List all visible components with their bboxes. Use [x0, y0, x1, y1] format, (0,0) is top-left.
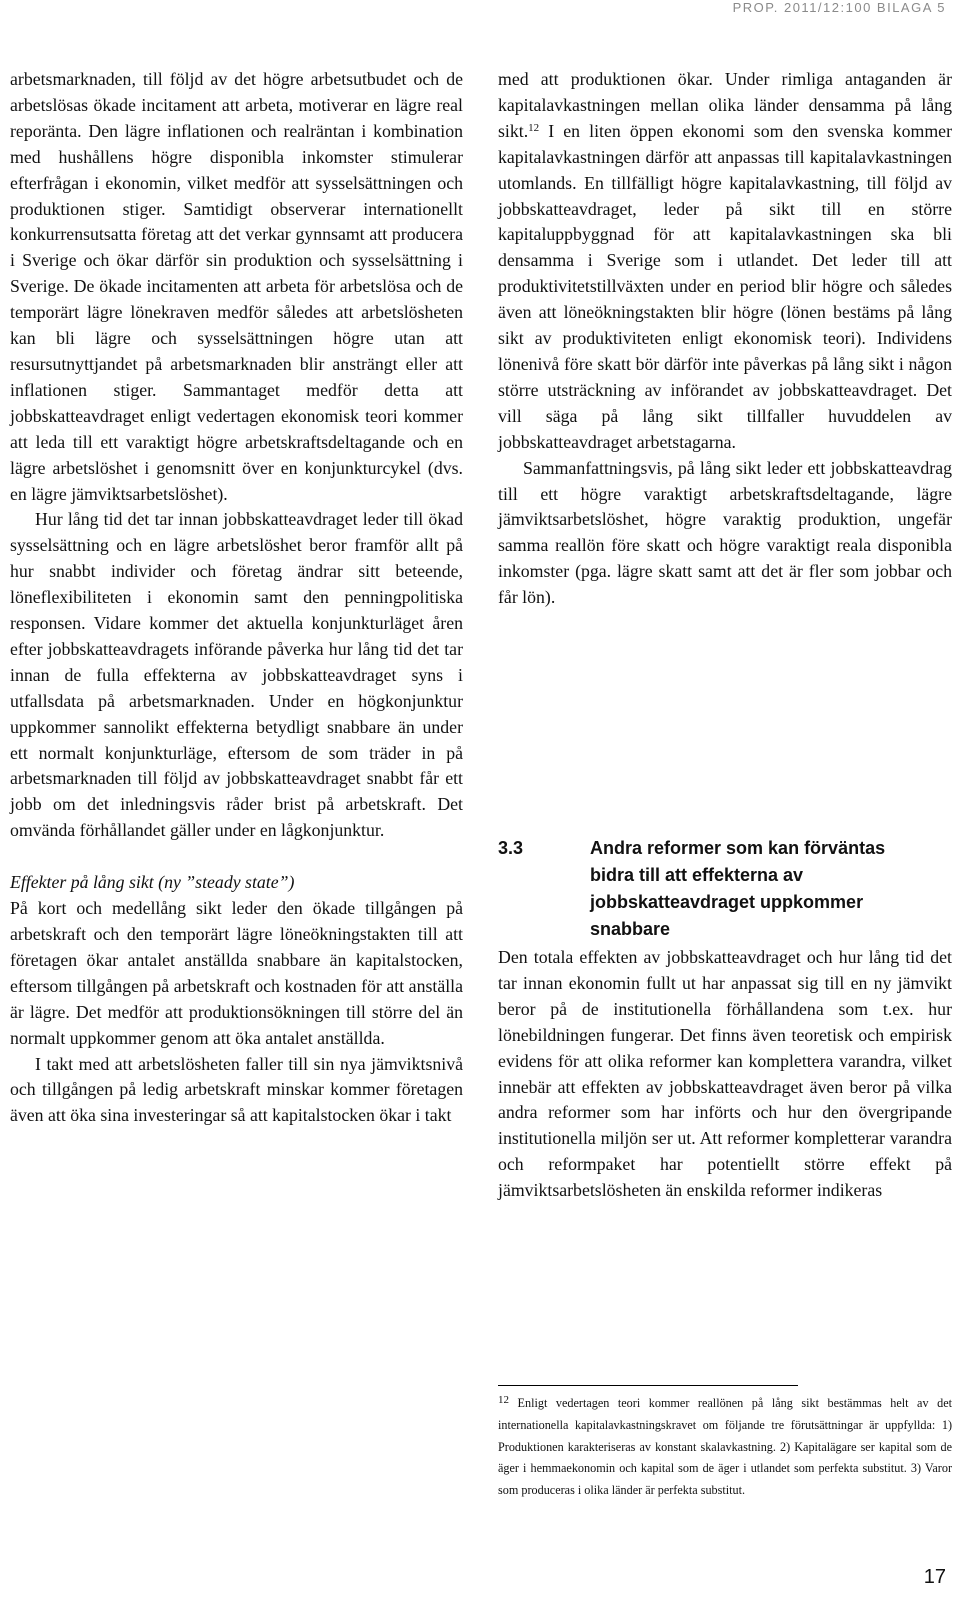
paragraph: arbetsmarknaden, till följd av det högre arbetsutbudet och de arbetslösas ökade incitament att arbeta, motiverar en lägre real reporänta. Den lägre inflationen och realräntan i kombination med hushållens högre disponibla inkomster stimulerar efterfrågan i ekonomin, vilket medför att sysselsättningen och produktionen stiger. Samtidigt observerar internationellt konkurrensutsatta företag att det verkar gynnsamt att producera i Sverige och ökar därför sin produktion och sysselsättning i Sverige. De ökade incitamenten att arbeta för arbetslösa och de temporärt lägre lönekraven medför således att arbetslösheten kan bli lägre och sysselsättningen högre utan att resursutnyttjandet på arbetsmarknaden blir ansträngt eller att inflationen stiger. Sammantaget medför detta att jobbskatteavdraget enligt vedertagen ekonomisk teori kommer att leda till ett varaktigt högre arbetskraftsdeltagande och en lägre arbetslöshet i genomsnitt över en konjunkturcykel (dvs. en lägre jämviktsarbetslöshet). — [10, 69, 463, 504]
footnote-number: 12 — [498, 1394, 509, 1406]
paragraph: På kort och medellång sikt leder den ökade tillgången på arbetskraft och den temporärt lägre löneökningstakten till att företagen ökar antalet anställda snabbare än kapitalstocken, eftersom tillgången på arbetskraft och kostnaden för att anställa är lägre. Det medför att produktionsökningen till större del än normalt uppkommer genom att öka antalet anställda. — [10, 898, 463, 1048]
footnote-separator — [498, 1385, 798, 1386]
left-column — [10, 67, 463, 1129]
paragraph: Hur lång tid det tar innan jobbskatteavdraget leder till ökad sysselsättning och en lägre arbetslöshet beror framför allt på hur snabbt individer och företag ändrar sitt beteende, löneflexibiliteten i ekonomin samt den penningpolitiska responsen. Vidare kommer det aktuella konjunkturläget åren efter jobbskatteavdragets införande påverka hur lång tid det tar innan de fulla effekterna av jobbskatteavdraget syns i utfallsdata på arbetsmarknaden. Under en högkonjunktur uppkommer sannolikt effekterna betydligt snabbare än under ett normalt konjunkturläge, eftersom de som träder in på arbetsmarknaden till följd av jobbskatteavdraget snabbt får ett jobb om det inledningsvis råder brist på arbetskraft. Det omvända förhållandet gäller under en lågkonjunktur. — [10, 509, 463, 841]
paragraph: I takt med att arbetslösheten faller till sin nya jämviktsnivå och tillgången på ledig arbetskraft minskar kommer företagen även att öka sina investeringar så att kapitalstocken ökar i takt — [10, 1053, 463, 1126]
page-number: 17 — [923, 1566, 946, 1588]
running-head: PROP. 2011/12:100 BILAGA 5 — [732, 0, 946, 15]
section-body — [498, 945, 952, 1204]
footnote-text: Enligt vedertagen teori kommer reallönen på lång sikt bestämmas helt av det internationella kapitalavkastningskravet om följande tre förutsättningar är uppfyllda: 1) Produktionen karakteriseras av konstant skalavkastning. 2) Kapitalägare ser kapital som de äger i hemmaekonomin och kapital som de äger i utlandet som perfekta substitut. 3) Varor som produceras i olika länder är perfekta substitut. — [498, 1396, 952, 1498]
footnote-reference: 12 — [528, 121, 540, 134]
paragraph-text: med att produktionen ökar. Under rimliga antaganden är kapitalavkastningen mellan olika länder densamma på lång sikt. — [498, 69, 952, 141]
paragraph — [498, 67, 952, 456]
paragraph-text: I en liten öppen ekonomi som den svenska kommer kapitalavkastningen därför att anpassas till kapitalavkastningen utomlands. En tillfälligt högre kapitalavkastning, till följd av jobbskatteavdraget, leder på sikt till en större kapitaluppbyggnad för att kapitalavkastningen ska bli densamma i Sverige som i utlandet. Det leder till att produktivitetstillväxten under en period blir högre och således även att löneökningstakten blir högre (lönen bestäms på lång sikt av produktiviteten enligt ekonomisk teori). Individens lönenivå före skatt bör därför inte påverkas på lång sikt i någon större utsträckning av införandet av jobbskatteavdraget. Det vill säga på lång sikt tillfaller huvuddelen av jobbskatteavdraget arbetstagarna. — [498, 120, 952, 452]
sub-heading: Effekter på lång sikt (ny ”steady state”) — [10, 872, 295, 893]
section-heading — [498, 835, 952, 943]
paragraph: Den totala effekten av jobbskatteavdraget och hur lång tid det tar innan ekonomin fullt ut har anpassat sig till en ny jämvikt beror på de institutionella förhållandena som t.ex. hur lönebildningen fungerar. Det finns även teoretisk och empirisk evidens för att olika reformer kan komplettera varandra, vilket innebär att effekten av jobbskatteavdraget även beror på vilka andra reformer som har införts och hur den övergripande institutionella miljön ser ut. Att reformer kompletterar varandra och reformpaket har potentiellt större effekt på jämviktsarbetslösheten än enskilda reformer indikeras — [498, 947, 952, 1201]
paragraph: Sammanfattningsvis, på lång sikt leder ett jobbskatteavdrag till ett högre varaktigt arbetskraftsdeltagande, lägre jämviktsarbetslöshet, högre varaktig produktion, ungefär samma reallön före skatt och högre varaktigt reala disponibla inkomster (pga. lägre skatt samt att det är fler som jobbar och får lön). — [498, 457, 952, 608]
section-number: 3.3 — [498, 838, 524, 858]
right-column — [498, 67, 952, 611]
section-title: Andra reformer som kan förväntas bidra till att effekterna av jobbskatteavdraget uppkommer snabbare — [590, 838, 886, 939]
footnote — [498, 1393, 952, 1502]
